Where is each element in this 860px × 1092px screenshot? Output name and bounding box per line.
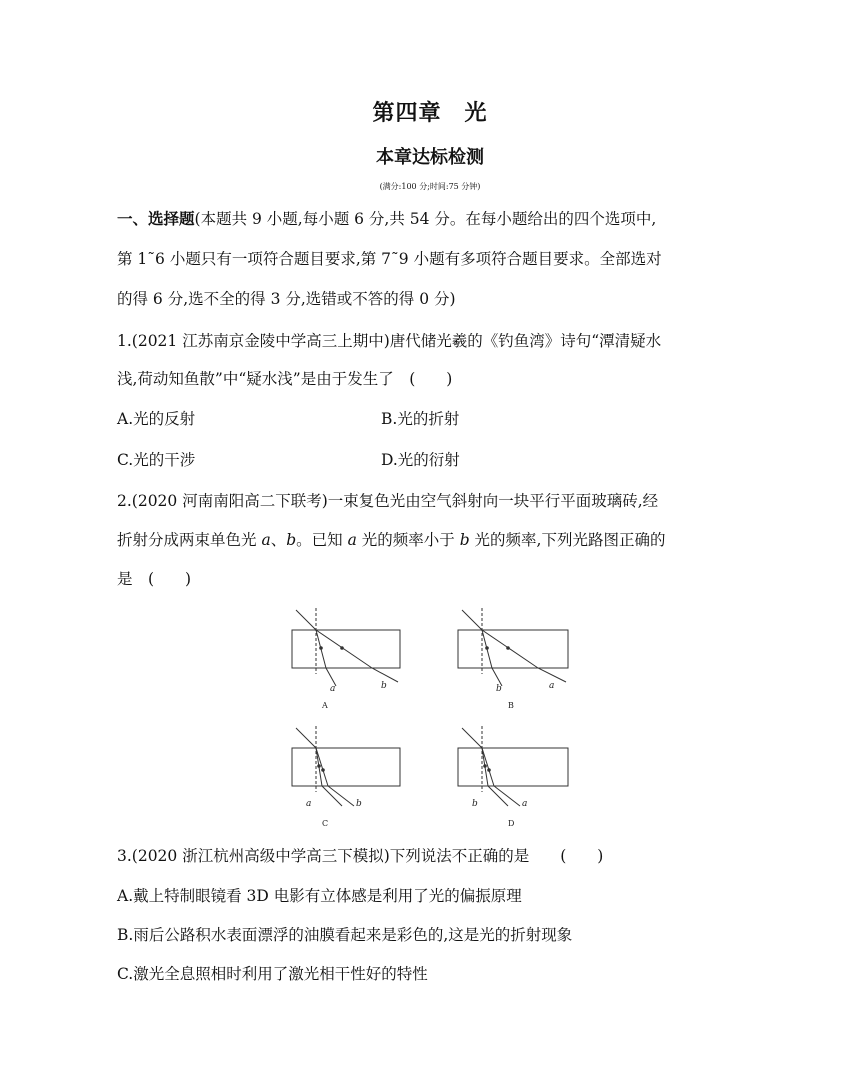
panel-b-inner-label: b: [496, 684, 502, 694]
panel-d-inner-label: b: [472, 799, 478, 809]
q1-stem-line1: 1.(2021 江苏南京金陵中学高三上期中)唐代储光羲的《钓鱼湾》诗句“潭清疑水: [117, 332, 662, 350]
panel-d: [458, 726, 568, 806]
chapter-title: 第四章 光: [372, 101, 488, 126]
q1-option-b: B.光的折射: [381, 410, 460, 428]
ray-outer: [316, 748, 354, 806]
q2-stem-line1: 2.(2020 河南南阳高二下联考)一束复色光由空气斜射向一块平行平面玻璃砖,经: [117, 492, 659, 510]
q1-option-a: A.光的反射: [117, 410, 196, 428]
panel-a-inner-label: a: [330, 684, 336, 694]
ray-inner: [316, 630, 336, 686]
q2-optics-figure: [270, 598, 610, 838]
q2-stem-line2: 折射分成两束单色光 a、b。已知 a 光的频率小于 b 光的频率,下列光路图正确的: [117, 531, 666, 549]
q1-option-d: D.光的衍射: [381, 451, 460, 469]
panel-b-caption: B: [508, 701, 514, 710]
q3-option-a: A.戴上特制眼镜看 3D 电影有立体感是利用了光的偏振原理: [117, 887, 522, 905]
glass-block: [458, 748, 568, 786]
panel-d-caption: D: [508, 819, 515, 828]
ray-outer: [316, 630, 398, 682]
panel-b-outer-label: a: [549, 681, 555, 691]
q1-option-c: C.光的干涉: [117, 451, 196, 469]
ray-inner: [482, 630, 502, 686]
exam-meta: (满分:100 分;时间:75 分钟): [379, 182, 481, 191]
q2-stem-line3: 是 ( ): [117, 570, 192, 588]
ray-outer: [482, 630, 566, 682]
panel-c-outer-label: b: [356, 799, 362, 809]
glass-block: [292, 630, 400, 668]
ray-inner: [316, 748, 342, 806]
incident-ray: [296, 610, 316, 630]
section1-intro-line2: 第 1˜6 小题只有一项符合题目要求,第 7˜9 小题有多项符合题目要求。全部选对: [117, 250, 662, 268]
panel-a-outer-label: b: [381, 681, 387, 691]
panel-c: [292, 726, 400, 806]
panel-c-caption: C: [322, 819, 329, 828]
incident-ray: [462, 610, 482, 630]
incident-ray: [462, 728, 482, 748]
incident-ray: [296, 728, 316, 748]
q3-stem-line1: 3.(2020 浙江杭州高级中学高三下模拟)下列说法不正确的是 ( ): [117, 847, 604, 865]
q1-stem-line2: 浅,荷动知鱼散”中“疑水浅”是由于发生了 ( ): [117, 370, 453, 388]
q3-option-b: B.雨后公路积水表面漂浮的油膜看起来是彩色的,这是光的折射现象: [117, 926, 573, 944]
glass-block: [292, 748, 400, 786]
section1-heading: 一、选择题: [117, 210, 195, 228]
ray-inner: [482, 748, 508, 806]
section1-intro-line3: 的得 6 分,选不全的得 3 分,选错或不答的得 0 分): [117, 290, 456, 308]
optics-diagrams: [270, 598, 610, 838]
panel-b: [458, 608, 568, 686]
section-subtitle: 本章达标检测: [376, 147, 484, 168]
panel-d-outer-label: a: [522, 799, 528, 809]
glass-block: [458, 630, 568, 668]
panel-a-caption: A: [322, 701, 328, 710]
ray-outer: [482, 748, 520, 806]
panel-c-inner-label: a: [306, 799, 312, 809]
section1-intro-line1: 一、选择题(本题共 9 小题,每小题 6 分,共 54 分。在每小题给出的四个选项中,: [117, 210, 657, 228]
panel-a: [292, 608, 400, 686]
q3-option-c: C.激光全息照相时利用了激光相干性好的特性: [117, 965, 428, 983]
